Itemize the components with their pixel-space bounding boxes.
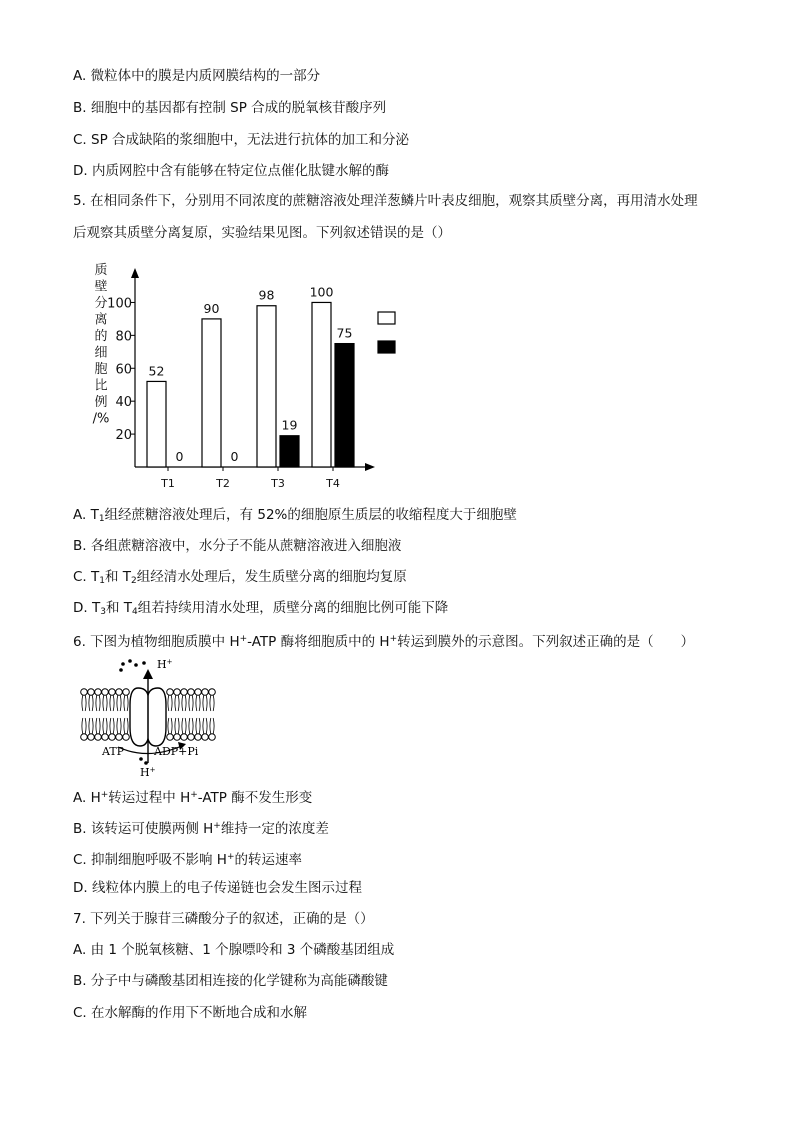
y-tick-label: 60	[115, 362, 132, 378]
q5-stem-line1: 5. 在相同条件下，分别用不同浓度的蔗糖溶液处理洋葱鳞片叶表皮细胞，观察其质壁分离，再用清水处理	[73, 193, 698, 209]
q5-bar-chart	[85, 260, 405, 495]
q4-option-c: C. SP 合成缺陷的浆细胞中，无法进行抗体的加工和分泌	[73, 132, 410, 148]
lipid-tail	[110, 718, 114, 734]
x-axis-arrow	[365, 463, 375, 471]
lipid-head	[188, 689, 195, 696]
q6-stem: 6. 下图为植物细胞质膜中 H+-ATP 酶将细胞质中的 H+转运到膜外的示意图。下列叙述正确的是（ ）	[73, 634, 695, 650]
y-label-char: 细	[94, 345, 108, 361]
lipid-tail	[117, 718, 121, 734]
lipid-head	[102, 734, 109, 741]
h-atpase-membrane-diagram	[78, 655, 228, 780]
lipid-tail	[203, 695, 207, 711]
adp-pi-label: ADP+Pi	[154, 745, 199, 758]
lipid-head	[202, 689, 209, 696]
bar	[202, 319, 221, 467]
lipid-head	[202, 734, 209, 741]
bar	[257, 306, 276, 467]
lipid-head	[123, 689, 130, 696]
q7-option-b: B. 分子中与磷酸基团相连接的化学键称为高能磷酸键	[73, 973, 388, 989]
lipid-tail	[175, 695, 179, 711]
lipid-head	[81, 734, 88, 741]
lipid-head	[95, 689, 102, 696]
q6-option-b: B. 该转运可使膜两侧 H+维持一定的浓度差	[73, 821, 329, 837]
lipid-tail	[110, 695, 114, 711]
lipid-tail	[182, 718, 186, 734]
lipid-tail	[196, 695, 200, 711]
q4-option-a: A. 微粒体中的膜是内质网膜结构的一部分	[73, 68, 321, 84]
lipid-head	[167, 734, 174, 741]
lipid-head	[123, 734, 130, 741]
lipid-tail	[96, 718, 100, 734]
q5-stem-line2: 后观察其质壁分离复原，实验结果见图。下列叙述错误的是（）	[73, 225, 451, 241]
y-label-char: 胞	[94, 362, 108, 377]
y-tick-label: 100	[107, 296, 132, 312]
x-tick-label: T1	[161, 477, 175, 490]
lipid-head	[195, 734, 202, 741]
q7-option-a: A. 由 1 个脱氧核糖、1 个腺嘌呤和 3 个磷酸基团组成	[73, 942, 395, 958]
q5-option-c: C. $T_1$和 $T_2$组经清水处理后，发生质壁分离的细胞均复原	[73, 569, 407, 586]
lipid-tail	[82, 695, 86, 711]
lipid-tail	[168, 718, 172, 734]
bar-value-label: 90	[203, 300, 220, 316]
bar	[280, 436, 299, 467]
lipid-head	[109, 689, 116, 696]
bar-value-label: 0	[230, 449, 239, 464]
legend-swatch	[378, 341, 395, 353]
lipid-head	[181, 734, 188, 741]
q6-option-c: C. 抑制细胞呼吸不影响 H+的转运速率	[73, 852, 302, 868]
y-axis-arrow	[131, 268, 139, 278]
y-label-char: 离	[94, 312, 108, 328]
lipid-head	[181, 689, 188, 696]
lipid-head	[88, 689, 95, 696]
bar-value-label: 0	[175, 449, 184, 464]
lipid-head	[109, 734, 116, 741]
q7-option-c: C. 在水解酶的作用下不断地合成和水解	[73, 1005, 308, 1021]
lipid-head	[95, 734, 102, 741]
atp-label: ATP	[102, 745, 125, 758]
lipid-head	[81, 689, 88, 696]
lipid-head	[88, 734, 95, 741]
lipid-tail	[196, 718, 200, 734]
lipid-head	[167, 689, 174, 696]
lipid-tail	[182, 695, 186, 711]
x-tick-label: T2	[216, 477, 230, 490]
q5-option-d: D. $T_3$和 $T_4$组若持续用清水处理，质壁分离的细胞比例可能下降	[73, 600, 449, 617]
bar-value-label: 75	[336, 325, 353, 341]
y-tick-label: 80	[115, 329, 132, 345]
lipid-tail	[175, 718, 179, 734]
bar-value-label: 98	[258, 287, 275, 303]
bar-value-label: 100	[309, 284, 334, 300]
lipid-head	[116, 734, 123, 741]
y-label-char: 的	[94, 329, 108, 344]
lipid-tail	[103, 718, 107, 734]
lipid-tail	[189, 718, 193, 734]
x-tick-label: T3	[271, 477, 285, 490]
bar-value-label: 52	[148, 363, 165, 379]
chart-legend	[378, 312, 395, 353]
lipid-tail	[96, 695, 100, 711]
y-tick-label: 40	[115, 395, 132, 411]
lipid-tail	[82, 718, 86, 734]
q4-option-d: D. 内质网腔中含有能够在特定位点催化肽键水解的酶	[73, 163, 389, 179]
lipid-tail	[117, 695, 121, 711]
legend-swatch	[378, 312, 395, 324]
x-tick-label: T4	[326, 477, 340, 490]
lipid-tail	[210, 718, 214, 734]
lipid-head	[209, 734, 216, 741]
lipid-tail	[124, 718, 128, 734]
lipid-tail	[103, 695, 107, 711]
bar	[335, 344, 354, 467]
y-label-char: 分	[94, 296, 108, 311]
q4-option-b: B. 细胞中的基因都有控制 SP 合成的脱氧核苷酸序列	[73, 100, 387, 116]
chart-y-axis-label	[93, 263, 110, 427]
lipid-tail	[189, 695, 193, 711]
lipid-tail	[168, 695, 172, 711]
lipid-tail	[203, 718, 207, 734]
y-label-char: 例	[94, 395, 108, 410]
lipid-head	[174, 689, 181, 696]
bar	[147, 381, 166, 467]
h-plus-bottom-label: H+	[140, 766, 156, 779]
h-plus-top-label: H+	[157, 658, 173, 671]
y-label-char: 质	[94, 263, 108, 278]
lipid-tail	[89, 695, 93, 711]
lipid-head	[209, 689, 216, 696]
lipid-tail	[210, 695, 214, 711]
bar	[312, 302, 331, 467]
lipid-head	[102, 689, 109, 696]
y-label-char: 比	[94, 378, 108, 394]
y-label-char: /%	[92, 411, 110, 427]
lipid-head	[174, 734, 181, 741]
y-tick-label: 20	[115, 428, 132, 444]
lipid-head	[116, 689, 123, 696]
q6-option-a: A. H+转运过程中 H+-ATP 酶不发生形变	[73, 790, 313, 806]
chart-bars	[147, 284, 354, 490]
lipid-head	[195, 689, 202, 696]
bar-value-label: 19	[281, 417, 298, 433]
y-label-char: 壁	[94, 279, 108, 295]
lipid-head	[188, 734, 195, 741]
lipid-tail	[89, 718, 93, 734]
q5-option-b: B. 各组蔗糖溶液中，水分子不能从蔗糖溶液进入细胞液	[73, 538, 402, 554]
q7-stem: 7. 下列关于腺苷三磷酸分子的叙述，正确的是（）	[73, 911, 374, 927]
q5-option-a: A. $T_1$组经蔗糖溶液处理后，有 52%的细胞原生质层的收缩程度大于细胞壁	[73, 507, 517, 524]
lipid-tail	[124, 695, 128, 711]
q6-option-d: D. 线粒体内膜上的电子传递链也会发生图示过程	[73, 880, 362, 896]
